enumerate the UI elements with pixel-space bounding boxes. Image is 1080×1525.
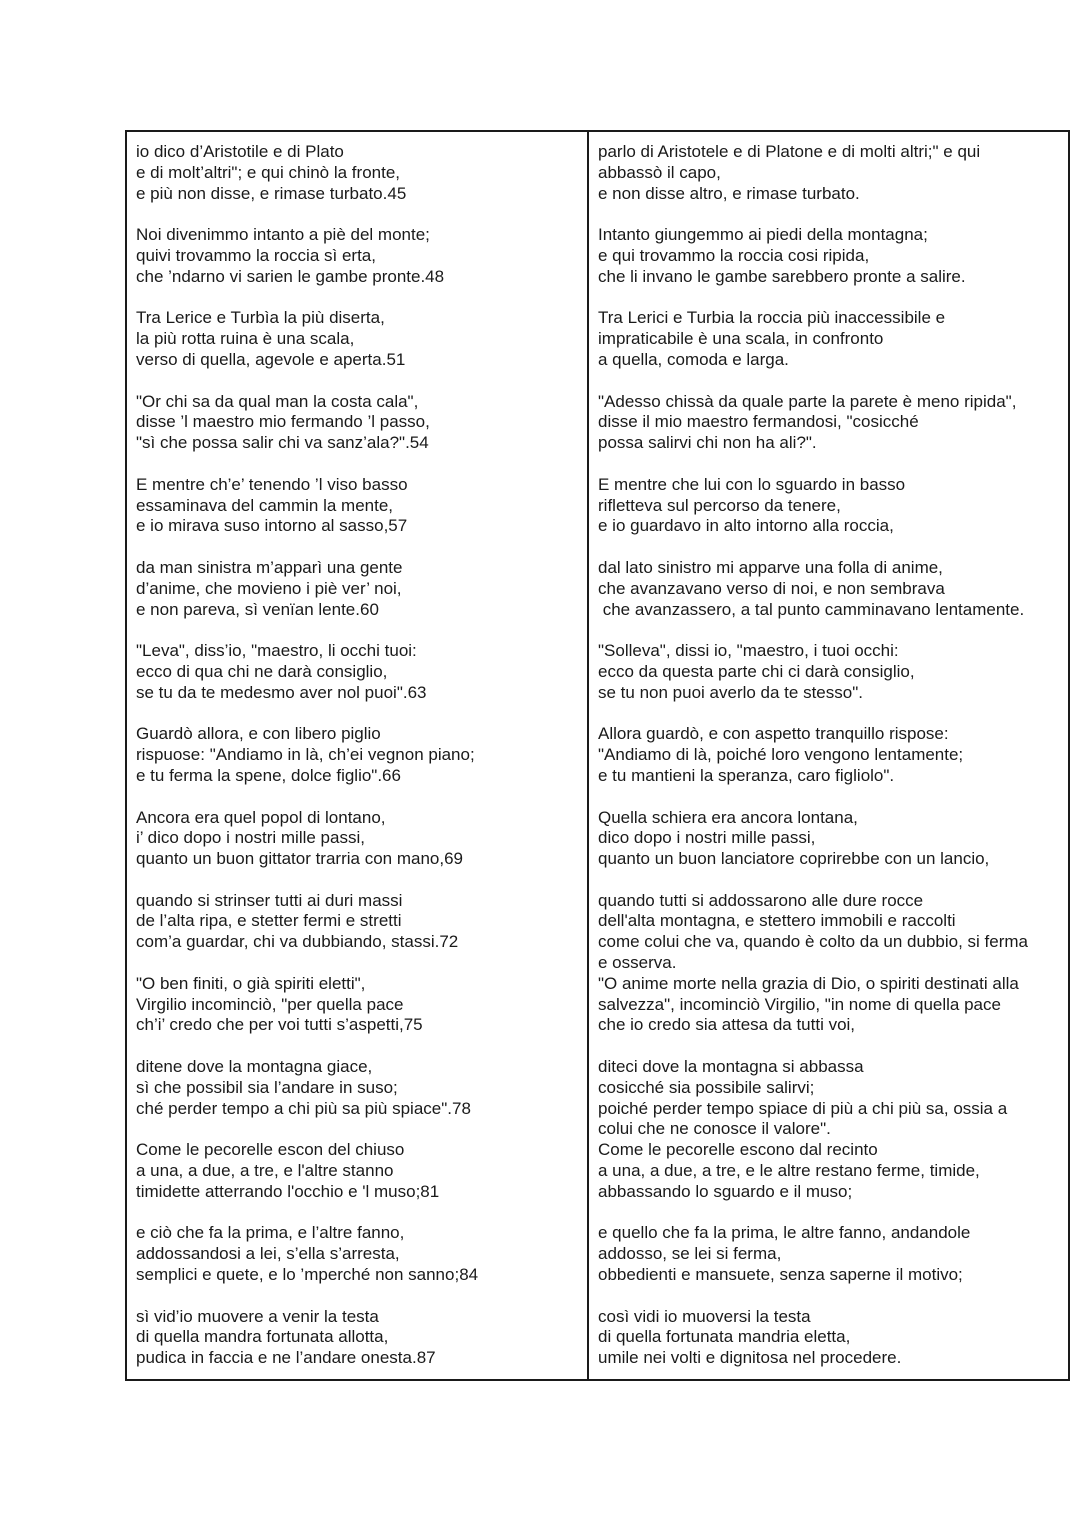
original-verse-line: se tu da te medesmo aver nol puoi".63 — [136, 682, 427, 702]
paraphrase-line: e qui trovammo la roccia cosi ripida, — [598, 245, 870, 265]
paraphrase-line: dell'alta montagna, e stettero immobili e raccolti — [598, 911, 956, 931]
original-verse-line — [136, 1286, 587, 1307]
original-verse-line: pudica in faccia e ne l’andare onesta.87 — [136, 1348, 436, 1368]
original-verse-line: quivi trovammo la roccia sì erta, — [136, 245, 376, 265]
paraphrase-line: e osserva. — [598, 953, 677, 973]
paraphrase-line: ecco da questa parte chi ci darà consiglio, — [598, 661, 915, 681]
original-verse-line: e di molt’altri"; e qui chinò la fronte, — [136, 162, 400, 182]
original-verse-line: rispuose: "Andiamo in là, ch’ei vegnon piano; — [136, 745, 475, 765]
paraphrase-line — [598, 537, 1068, 558]
original-verse-line: e ciò che fa la prima, e l’altre fanno, — [136, 1223, 405, 1243]
paraphrase-column — [589, 132, 1068, 1379]
paraphrase-line: Intanto giungemmo ai piedi della montagna; — [598, 225, 928, 245]
original-verse-line — [136, 537, 587, 558]
paraphrase-line: abbassando lo sguardo e il muso; — [598, 1181, 853, 1201]
original-verse-line: E mentre ch’e’ tenendo ’l viso basso — [136, 474, 408, 494]
original-verse-line — [136, 454, 587, 475]
paraphrase-line: "O anime morte nella grazia di Dio, o spiriti destinati alla — [598, 973, 1019, 993]
paraphrase-line: come colui che va, quando è colto da un dubbio, si ferma — [598, 932, 1028, 952]
original-verse-line: quando si strinser tutti ai duri massi — [136, 890, 403, 910]
original-verse-line: i’ dico dopo i nostri mille passi, — [136, 828, 365, 848]
original-verse-line: Come le pecorelle escon del chiuso — [136, 1140, 405, 1160]
paraphrase-line: "Adesso chissà da quale parte la parete è meno ripida", — [598, 391, 1017, 411]
paraphrase-line: salvezza", incominciò Virgilio, "in nome di quella pace — [598, 994, 1001, 1014]
comparison-table — [125, 130, 1070, 1381]
original-text-column — [127, 132, 589, 1379]
paraphrase-line: dico dopo i nostri mille passi, — [598, 828, 816, 848]
original-verse-line: addossandosi a lei, s’ella s’arresta, — [136, 1244, 400, 1264]
original-verse-line: Noi divenimmo intanto a piè del monte; — [136, 225, 430, 245]
paraphrase-line: a una, a due, a tre, e le altre restano ferme, timide, — [598, 1161, 980, 1181]
original-verse-line: Guardò allora, e con libero piglio — [136, 724, 381, 744]
paraphrase-line: diteci dove la montagna si abbassa — [598, 1057, 864, 1077]
paraphrase-line — [598, 454, 1068, 475]
paraphrase-line: quando tutti si addossarono alle dure rocce — [598, 890, 924, 910]
paraphrase-line: a quella, comoda e larga. — [598, 349, 789, 369]
paraphrase-line — [598, 704, 1068, 725]
paraphrase-line: obbedienti e mansuete, senza saperne il motivo; — [598, 1265, 963, 1285]
original-verse-line: e più non disse, e rimase turbato.45 — [136, 183, 407, 203]
original-verse-line: "Leva", diss’io, "maestro, li occhi tuoi: — [136, 641, 417, 661]
original-verse-line: disse ’l maestro mio fermando ’l passo, — [136, 412, 430, 432]
paraphrase-line: e non disse altro, e rimase turbato. — [598, 183, 860, 203]
original-verse-line: com’a guardar, chi va dubbiando, stassi.72 — [136, 932, 459, 952]
original-verse-line: da man sinistra m’apparì una gente — [136, 557, 403, 577]
original-verse-line: Virgilio incominciò, "per quella pace — [136, 994, 404, 1014]
original-verse-line: Tra Lerice e Turbìa la più diserta, — [136, 308, 385, 328]
paraphrase-line: se tu non puoi averlo da te stesso". — [598, 682, 863, 702]
original-verse-line: ecco di qua chi ne darà consiglio, — [136, 661, 388, 681]
paraphrase-line: poiché perder tempo spiace di più a chi più sa, ossia a — [598, 1098, 1008, 1118]
original-verse-line: timidette atterrando l'occhio e 'l muso;81 — [136, 1181, 440, 1201]
original-verse-line: ditene dove la montagna giace, — [136, 1057, 373, 1077]
original-verse-line — [136, 870, 587, 891]
paraphrase-line: E mentre che lui con lo sguardo in basso — [598, 474, 906, 494]
original-verse-line: sì vid’io muovere a venir la testa — [136, 1306, 379, 1326]
paraphrase-line — [598, 1036, 1068, 1057]
paraphrase-line: disse il mio maestro fermandosi, "cosicché — [598, 412, 919, 432]
paraphrase-line: abbassò il capo, — [598, 162, 721, 182]
paraphrase-line: così vidi io muoversi la testa — [598, 1306, 811, 1326]
original-verse-line: la più rotta ruina è una scala, — [136, 329, 355, 349]
original-verse-line: e io mirava suso intorno al sasso,57 — [136, 516, 408, 536]
original-verse-line: verso di quella, agevole e aperta.51 — [136, 349, 406, 369]
original-verse-line: io dico d’Aristotile e di Plato — [136, 142, 344, 161]
paraphrase-line: impraticabile è una scala, in confronto — [598, 329, 884, 349]
paraphrase-line — [598, 1203, 1068, 1224]
paraphrase-line: e tu mantieni la speranza, caro figliolo". — [598, 765, 895, 785]
paraphrase-line: e quello che fa la prima, le altre fanno, andandole — [598, 1223, 971, 1243]
original-verse-line: semplici e quete, e lo ’mperché non sanno;84 — [136, 1265, 479, 1285]
paraphrase-line — [598, 787, 1068, 808]
original-verse-line: "Or chi sa da qual man la costa cala", — [136, 391, 419, 411]
paraphrase-line: e io guardavo in alto intorno alla roccia, — [598, 516, 894, 536]
paraphrase-line: che li invano le gambe sarebbero pronte a salire. — [598, 266, 966, 286]
paraphrase-line — [598, 371, 1068, 392]
paraphrase-line: addosso, se lei si ferma, — [598, 1244, 782, 1264]
paraphrase-line: quanto un buon lanciatore coprirebbe con un lancio, — [598, 849, 990, 869]
paraphrase-line: cosicché sia possibile salirvi; — [598, 1077, 815, 1097]
paraphrase-line — [598, 870, 1068, 891]
original-verse-line — [136, 787, 587, 808]
original-verse-line — [136, 371, 587, 392]
paraphrase-line: umile nei volti e dignitosa nel procedere. — [598, 1348, 902, 1368]
paraphrase-line: parlo di Aristotele e di Platone e di molti altri;" e qui — [598, 142, 981, 161]
paraphrase-line: di quella fortunata mandria eletta, — [598, 1327, 851, 1347]
paraphrase-line: possa salirvi chi non ha ali?". — [598, 433, 817, 453]
original-verse-line: d’anime, che movieno i piè ver’ noi, — [136, 578, 402, 598]
paraphrase-line: Allora guardò, e con aspetto tranquillo rispose: — [598, 724, 949, 744]
original-verse-line — [136, 953, 587, 974]
paraphrase-line: Quella schiera era ancora lontana, — [598, 807, 858, 827]
paraphrase-line: rifletteva sul percorso da tenere, — [598, 495, 841, 515]
original-verse-line: di quella mandra fortunata allotta, — [136, 1327, 389, 1347]
original-verse-line — [136, 288, 587, 309]
original-verse-line — [136, 1119, 587, 1140]
original-verse-line: che ’ndarno vi sarien le gambe pronte.48 — [136, 266, 445, 286]
paraphrase-line: colui che ne conosce il valore". — [598, 1119, 831, 1139]
original-verse-line: ch’i’ credo che per voi tutti s’aspetti,75 — [136, 1015, 423, 1035]
paraphrase-line — [598, 288, 1068, 309]
original-verse-line: "O ben finiti, o già spiriti eletti", — [136, 973, 366, 993]
paraphrase-line: "Solleva", dissi io, "maestro, i tuoi occhi: — [598, 641, 899, 661]
original-verse-line — [136, 620, 587, 641]
original-verse-line: sì che possibil sia l’andare in suso; — [136, 1077, 398, 1097]
paraphrase-line: Come le pecorelle escono dal recinto — [598, 1140, 878, 1160]
paraphrase-line — [598, 1286, 1068, 1307]
paraphrase-line — [598, 620, 1068, 641]
original-verse-line: e tu ferma la spene, dolce figlio".66 — [136, 765, 401, 785]
original-verse-line: essaminava del cammin la mente, — [136, 495, 394, 515]
original-verse-line: e non pareva, sì venïan lente.60 — [136, 599, 379, 619]
original-verse-line: a una, a due, a tre, e l'altre stanno — [136, 1161, 394, 1181]
original-verse-line: quanto un buon gittator trarria con mano,69 — [136, 849, 463, 869]
original-verse-line — [136, 704, 587, 725]
paraphrase-line: dal lato sinistro mi apparve una folla di anime, — [598, 557, 943, 577]
paraphrase-line: "Andiamo di là, poiché loro vengono lentamente; — [598, 745, 964, 765]
paraphrase-line: che avanzavano verso di noi, e non sembrava — [598, 578, 945, 598]
paraphrase-line: che io credo sia attesa da tutti voi, — [598, 1015, 856, 1035]
paraphrase-line — [598, 204, 1068, 225]
original-verse-line — [136, 1203, 587, 1224]
original-verse-line — [136, 204, 587, 225]
original-verse-line: de l’alta ripa, e stetter fermi e stretti — [136, 911, 402, 931]
paraphrase-line: che avanzassero, a tal punto camminavano lentamente. — [598, 599, 1025, 619]
original-verse-line: ché perder tempo a chi più sa più spiace".78 — [136, 1098, 471, 1118]
original-verse-line — [136, 1036, 587, 1057]
original-verse-line: Ancora era quel popol di lontano, — [136, 807, 386, 827]
original-verse-line: "sì che possa salir chi va sanz’ala?".54 — [136, 433, 429, 453]
paraphrase-line: Tra Lerici e Turbia la roccia più inaccessibile e — [598, 308, 946, 328]
